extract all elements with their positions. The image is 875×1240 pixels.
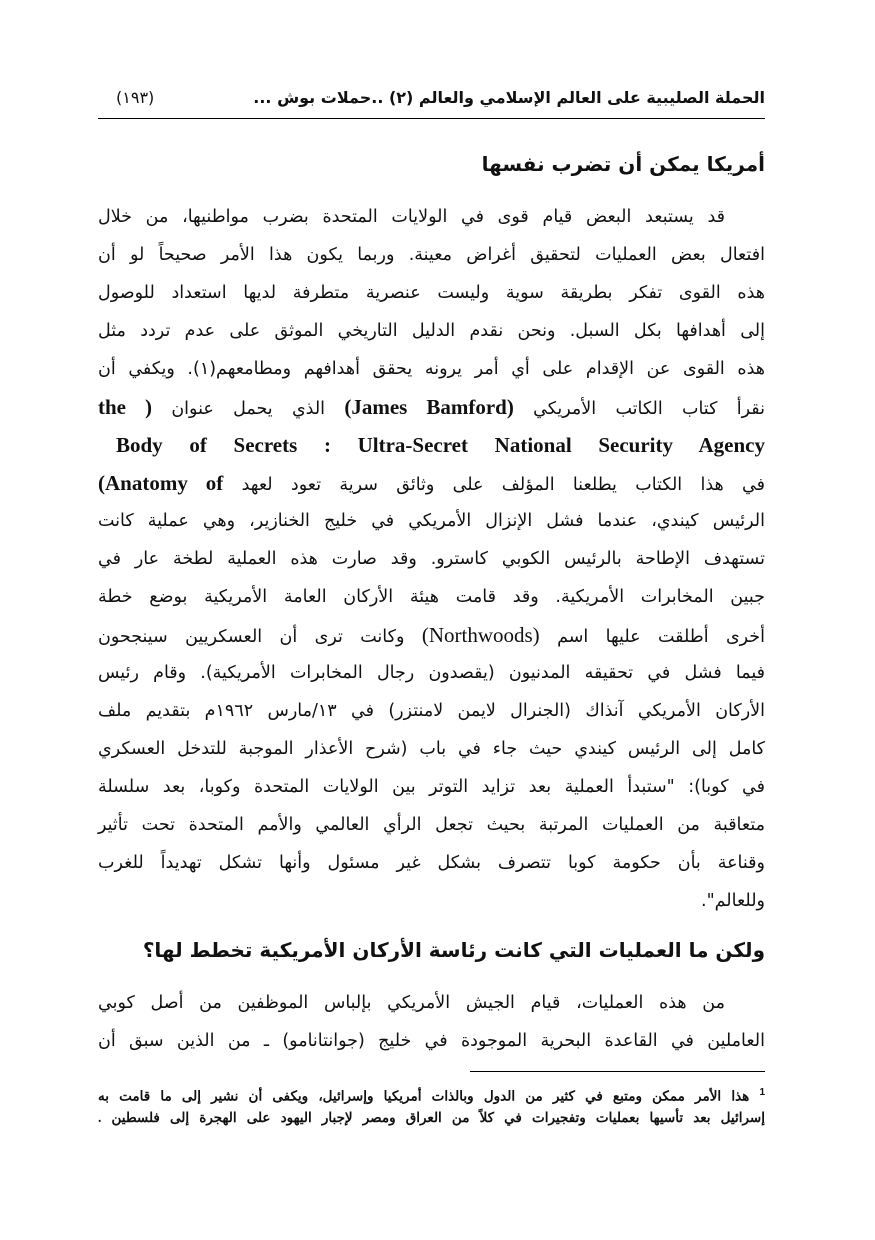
text-segment: في هذا الكتاب يطلعنا المؤلف على وثائق سرية تعود لعهد: [241, 475, 765, 495]
text-segment: أخرى أطلقت عليها اسم: [557, 627, 765, 647]
footnote: [98, 1080, 765, 1130]
footnote-text: هذا الأمر ممكن ومتبع في كثير من الدول وبالذات أمريكيا وإسرائيل، ويكفى أن نشير إلى ما قامت به: [98, 1088, 750, 1104]
text-line: إلى أهدافها بكل السبل. ونحن نقدم الدليل التاريخي الموثق على عدم تردد مثل: [98, 321, 765, 341]
text-segment: الذي يحمل عنوان: [171, 399, 326, 419]
footnote-marker: 1: [759, 1087, 766, 1098]
footnote-separator: [470, 1071, 765, 1072]
text-line: هذه القوى عن الإقدام على أي أمر يرونه يحقق أهدافهم ومطامعهم(١). ويكفي أن: [98, 359, 766, 379]
page-header: [98, 86, 765, 119]
footnote-line: إسرائيل بعد تأسيها بعمليات وتفجيرات في كلاً من العراق ومصر لإجبار اليهود على الهجرة إلى فلسطين .: [98, 1110, 765, 1125]
text-line: العاملين في القاعدة البحرية الموجودة في خليج (جوانتانامو) ـ من الذين سبق أن: [98, 1031, 765, 1051]
text-segment: وكانت ترى أن العسكريين سينجحون: [98, 627, 405, 647]
text-line: افتعال بعض العمليات لتحقيق أغراض معينة. وربما يكون هذا الأمر صحيحاً لو أن: [98, 245, 765, 265]
text-segment: نقرأ كتاب الكاتب الأمريكي: [533, 399, 765, 419]
text-line: وقناعة بأن حكومة كوبا تتصرف بشكل غير مسئول وأنها تشكل تهديداً للغرب: [98, 853, 765, 873]
footnote-line: [98, 1080, 765, 1105]
page-number: (١٩٣): [116, 88, 155, 107]
text-line: [98, 388, 765, 426]
text-line: [98, 464, 765, 502]
running-title: الحملة الصليبية على العالم الإسلامي والعالم (٢) ..حملات بوش ...: [253, 88, 765, 107]
book-title-line: Body of Secrets : Ultra-Secret National Security Agency: [116, 433, 765, 457]
author-name: (James Bamford): [344, 395, 514, 419]
text-line: الأركان الأمريكي آنذاك (الجنرال لايمن لامنتزر) في ١٣/مارس ١٩٦٢م بتقديم ملف: [98, 701, 766, 721]
text-line: في كوبا): "ستبدأ العملية بعد تزايد التوتر بين الولايات المتحدة وكوبا، بعد سلسلة: [98, 777, 765, 797]
text-line: تستهدف الإطاحة بالرئيس الكوبي كاسترو. وقد صارت هذه العملية لطخة عار في: [98, 549, 765, 569]
text-line: متعاقبة من العمليات المرتبة بحيث تجعل الرأي العالمي والأمم المتحدة تحت تأثير: [98, 815, 765, 835]
book-title-part: ( the: [98, 395, 152, 419]
section-heading: ولكن ما العمليات التي كانت رئاسة الأركان الأمريكية تخطط لها؟: [142, 938, 765, 962]
text-line: قد يستبعد البعض قيام قوى في الولايات المتحدة بضرب مواطنيها، من خلال: [98, 207, 725, 227]
book-title-part: Anatomy of): [98, 471, 224, 495]
paragraph-2: [98, 984, 765, 1060]
text-line: هذه القوى تفكر بطريقة سوية وليست عنصرية متطرفة لديها استعداد للوصول: [98, 283, 765, 303]
text-line: [98, 616, 765, 654]
text-line: جبين المخابرات الأمريكية. وقد قامت هيئة الأركان العامة الأمريكية بوضع خطة: [98, 587, 765, 607]
paragraph-1: [98, 198, 765, 920]
text-line: من هذه العمليات، قيام الجيش الأمريكي بإلباس الموظفين من أصل كوبي: [98, 993, 725, 1013]
text-line: كامل إلى الرئيس كيندي حيث جاء في باب (شرح الأعذار الموجبة للتدخل العسكري: [98, 739, 765, 759]
text-line: الرئيس كيندي، عندما فشل الإنزال الأمريكي في خليج الخنازير، وهي عملية كانت: [98, 511, 765, 531]
text-line: فيما فشل في تحقيقه المدنيون (يقصدون رجال المخابرات الأمريكية). وقام رئيس: [98, 663, 765, 683]
section-heading: أمريكا يمكن أن تضرب نفسها: [481, 152, 765, 176]
text-line: وللعالم".: [701, 891, 765, 911]
operation-name: (Northwoods): [421, 623, 540, 647]
